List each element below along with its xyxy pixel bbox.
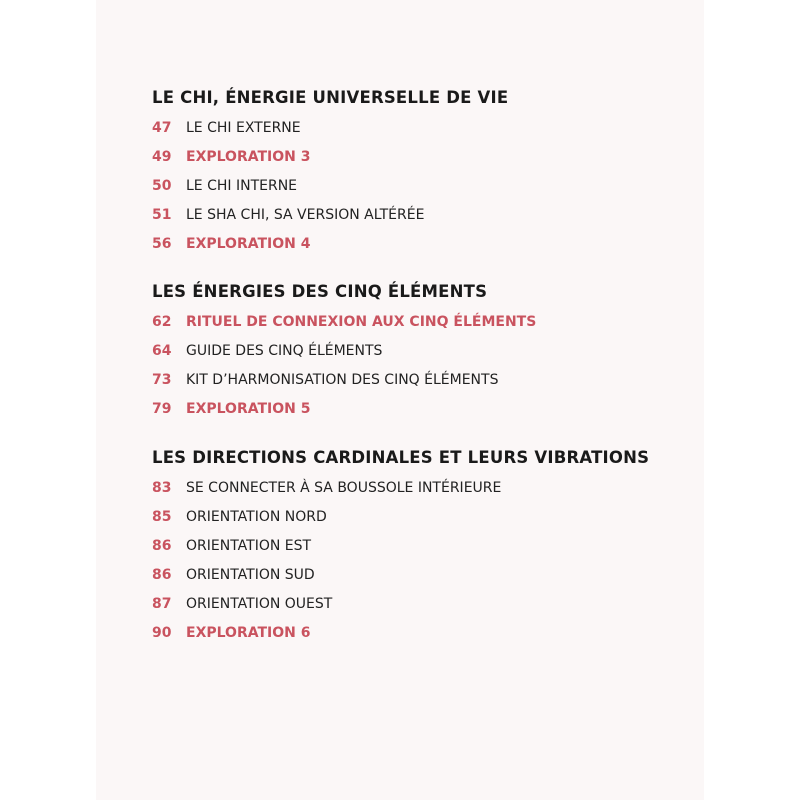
entry-label: ORIENTATION SUD <box>186 567 315 583</box>
section-title: LE CHI, ÉNERGIE UNIVERSELLE DE VIE <box>152 88 509 107</box>
entry-label: EXPLORATION 5 <box>186 401 311 417</box>
page-number: 47 <box>152 120 172 136</box>
entry-label: ORIENTATION OUEST <box>186 596 333 612</box>
toc-entry[interactable] <box>152 503 649 532</box>
toc-entry[interactable] <box>152 561 649 590</box>
entry-label: KIT D’HARMONISATION DES CINQ ÉLÉMENTS <box>186 372 499 388</box>
page-number: 86 <box>152 567 172 583</box>
toc-entry[interactable] <box>152 395 487 424</box>
toc-entry[interactable] <box>152 590 649 619</box>
section-title: LES DIRECTIONS CARDINALES ET LEURS VIBRATIONS <box>152 448 650 467</box>
toc-entry[interactable] <box>152 114 508 143</box>
entry-label: LE CHI INTERNE <box>186 178 298 194</box>
entry-label: EXPLORATION 3 <box>186 149 311 165</box>
entry-label: EXPLORATION 4 <box>186 236 311 252</box>
entry-label: EXPLORATION 6 <box>186 625 311 641</box>
toc-entry[interactable] <box>152 308 537 337</box>
table-of-contents <box>96 0 704 800</box>
toc-entry[interactable] <box>152 474 649 503</box>
entry-label: ORIENTATION NORD <box>186 509 327 525</box>
entry-label: RITUEL DE CONNEXION AUX CINQ ÉLÉMENTS <box>186 314 537 330</box>
page-number: 79 <box>152 401 172 417</box>
entry-label: ORIENTATION EST <box>186 538 312 554</box>
entry-label: LE CHI EXTERNE <box>186 120 301 136</box>
document-page <box>96 0 704 800</box>
page-number: 87 <box>152 596 172 612</box>
toc-entry[interactable] <box>152 337 487 366</box>
toc-entry[interactable] <box>152 532 649 561</box>
toc-section-elements <box>152 280 537 424</box>
toc-entry[interactable] <box>152 201 508 230</box>
entry-label: LE SHA CHI, SA VERSION ALTÉRÉE <box>186 207 425 223</box>
toc-entry[interactable] <box>152 143 508 172</box>
section-title: LES ÉNERGIES DES CINQ ÉLÉMENTS <box>152 282 488 301</box>
page-number: 83 <box>152 480 172 496</box>
page-number: 50 <box>152 178 172 194</box>
page-number: 49 <box>152 149 172 165</box>
toc-entry[interactable] <box>152 366 499 395</box>
page-number: 85 <box>152 509 172 525</box>
entry-label: GUIDE DES CINQ ÉLÉMENTS <box>186 343 383 359</box>
page-number: 86 <box>152 538 172 554</box>
page-number: 64 <box>152 343 172 359</box>
toc-entry[interactable] <box>152 172 508 201</box>
toc-entry[interactable] <box>152 619 649 648</box>
entry-label: SE CONNECTER À SA BOUSSOLE INTÉRIEURE <box>186 480 502 496</box>
page-number: 90 <box>152 625 172 641</box>
page-number: 73 <box>152 372 172 388</box>
toc-section-chi <box>152 86 508 259</box>
page-number: 62 <box>152 314 172 330</box>
page-number: 56 <box>152 236 172 252</box>
toc-section-directions <box>152 446 649 648</box>
page-number: 51 <box>152 207 172 223</box>
toc-entry[interactable] <box>152 230 508 259</box>
